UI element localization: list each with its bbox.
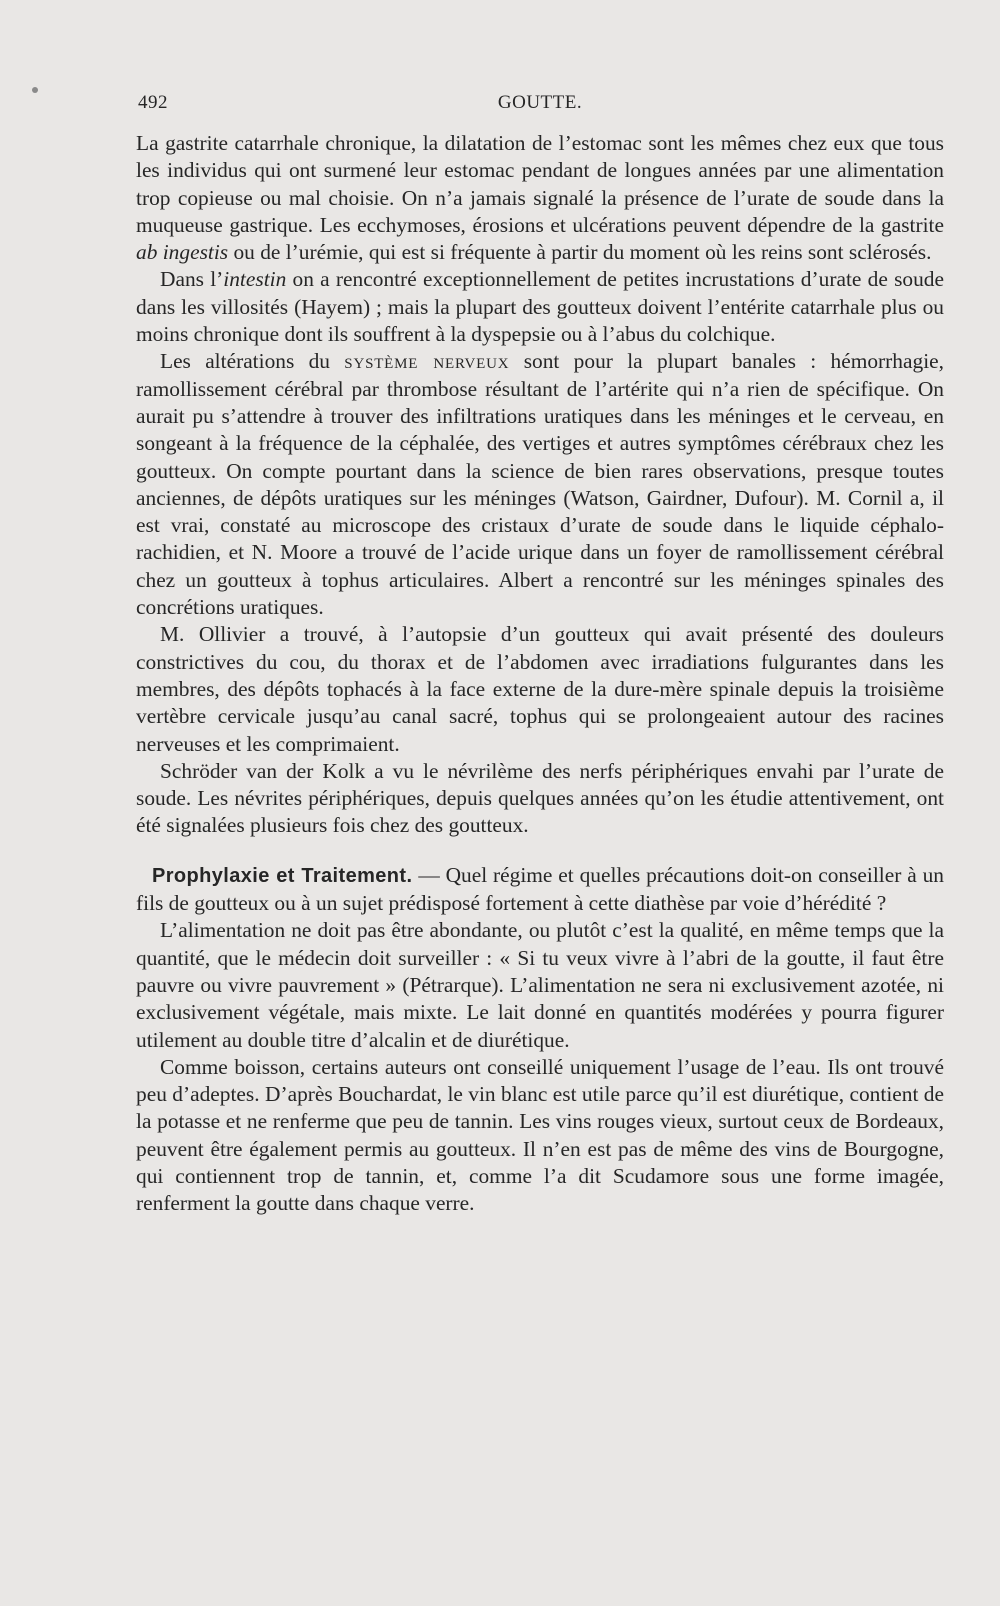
paragraph-schroder: Schröder van der Kolk a vu le névrilème des nerfs périphériques envahi par l’urate de soude. Les névrites périphériques, depuis quelques années qu’on les étudie attentivement, ont été signalées plusieurs fois chez des goutteux.: [136, 758, 944, 838]
body-text: [136, 130, 944, 1218]
paragraph-gastritis-end: ou de l’urémie, qui est si fréquente à partir du moment où les reins sont sclérosés.: [228, 240, 932, 265]
paragraph-prophylaxis: [136, 862, 944, 918]
smallcaps-systeme-nerveux: système nerveux: [344, 349, 510, 374]
margin-speck: [32, 87, 38, 93]
running-title: GOUTTE.: [497, 92, 583, 113]
paragraph-alimentation: L’alimentation ne doit pas être abondante, ou plutôt c’est la qualité, en même temps que la quantité, que le médecin doit surveiller : « Si tu veux vivre à l’abri de la goutte, il faut être pauvre ou vivre pauvrement » (Pétrarque). L’alimentation ne sera ni exclusivement azotée, ni exclusivement végétale, mais mixte. Le lait donné en quantités modérées y pourra figurer utilement au double titre d’alcalin et de diurétique.: [136, 918, 944, 1052]
paragraph-nervous-start: Les altérations du: [160, 349, 345, 374]
paragraph-nervous-system: [136, 348, 944, 621]
italic-intestin: intestin: [223, 267, 287, 292]
paragraph-intestine-start: Dans l’: [160, 267, 224, 292]
running-header: [138, 92, 942, 118]
paragraph-intestine-end: on a rencontré exceptionnellement de petites incrustations d’urate de soude dans les villosités (Hayem) ; mais la plupart des goutteux doivent l’entérite catarrhale plus ou moins chronique dont ils souffrent à la dyspepsie ou à l’abus du colchique.: [136, 267, 944, 347]
paragraph-intestine: [136, 266, 944, 348]
paragraph-nervous-end: sont pour la plupart banales : hémorrhagie, ramollissement cérébral par thrombose résultant de l’artérite qui n’a rien de spécifique. On aurait pu s’attendre à trouver des infiltrations uratiques dans les méninges et le cerveau, en songeant à la fréquence de la céphalée, des vertiges et autres symptômes cérébraux chez les goutteux. On compte pourtant dans la science de bien rares observations, presque toutes anciennes, de dépôts uratiques sur les méninges (Watson, Gairdner, Dufour). M. Cornil a, il est vrai, constaté au microscope des cristaux d’urate de soude dans le liquide céphalo-rachidien, et N. Moore a trouvé de l’acide urique dans un foyer de ramollissement cérébral chez un goutteux à tophus articulaires. Albert a rencontré sur les méninges spinales des concrétions uratiques.: [136, 349, 944, 620]
paragraph-prophylaxis-text: — Quel régime et quelles précautions doit-on conseiller à un fils de goutteux ou à un sujet prédisposé fortement à cette diathèse par voie d’hérédité ?: [136, 862, 944, 916]
paragraph-gastritis-text: La gastrite catarrhale chronique, la dilatation de l’estomac sont les mêmes chez eux que tous les individus qui ont surmené leur estomac pendant de longues années par une alimentation trop copieuse ou mal choisie. On n’a jamais signalé la présence de l’urate de soude dans la muqueuse gastrique. Les ecchymoses, érosions et ulcérations peuvent dépendre de la gastrite: [136, 131, 944, 237]
italic-ab-ingestis: ab ingestis: [136, 240, 229, 265]
section-heading: Prophylaxie et Traitement.: [152, 864, 413, 887]
paragraph-gastritis: [136, 130, 944, 266]
page-number: 492: [138, 92, 168, 113]
paragraph-ollivier: M. Ollivier a trouvé, à l’autopsie d’un goutteux qui avait présenté des douleurs constrictives du cou, du thorax et de l’abdomen avec irradiations fulgurantes dans les membres, des dépôts tophacés à la face externe de la dure-mère spinale depuis la troisième vertèbre cervicale jusqu’au canal sacré, tophus qui se prolongeaient autour des racines nerveuses et les comprimaient.: [136, 622, 944, 756]
paragraph-boisson: Comme boisson, certains auteurs ont conseillé uniquement l’usage de l’eau. Ils ont trouvé peu d’adeptes. D’après Bouchardat, le vin blanc est utile parce qu’il est diurétique, contient de la potasse et ne renferme que peu de tannin. Les vins rouges vieux, surtout ceux de Bordeaux, peuvent être également permis au goutteux. Il n’en est pas de même des vins de Bourgogne, qui contiennent trop de tannin, et, comme l’a dit Scudamore sous une forme imagée, renferment la goutte dans chaque verre.: [136, 1054, 944, 1216]
